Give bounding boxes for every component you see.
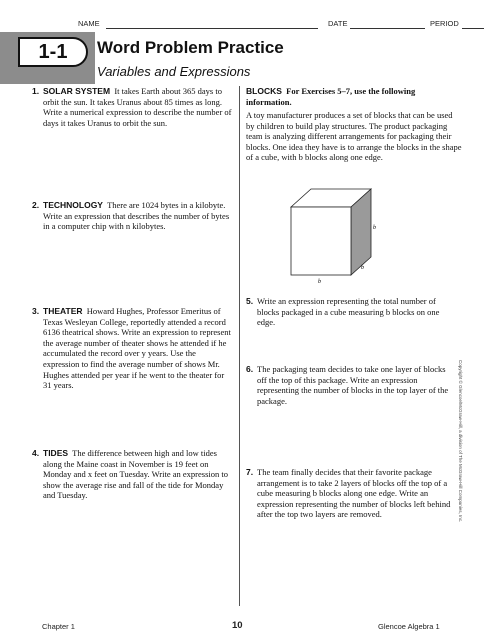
- exercise-label: TIDES: [43, 448, 69, 458]
- exercise-text: It takes Earth about 365 days to orbit the sun. It takes Uranus about 85 times as long. Write a numerical expression to describe the number of days it takes Uranus to orbit the sun.: [43, 86, 232, 128]
- column-divider: [239, 86, 240, 606]
- date-label: DATE: [328, 19, 348, 28]
- exercise-number: 2.: [32, 200, 40, 210]
- period-label: PERIOD: [430, 19, 459, 28]
- exercise-7: [246, 467, 452, 520]
- exercise-text: The team finally decides that their favorite package arrangement is to take 2 layers of blocks off the top of a cube measuring b blocks along one edge. Write an expression representing the number of blocks left behind after the top two layers are removed.: [257, 467, 451, 520]
- page-number: 10: [232, 620, 243, 631]
- exercise-3: [32, 306, 234, 391]
- exercise-text: The difference between high and low tides along the Maine coast in November is 19 feet on Monday and x feet on Tuesday. Write an expression to show the average rise and fall of the tide for Monday and Tuesday.: [43, 448, 228, 501]
- cube-bottom-label: b: [318, 279, 321, 285]
- exercise-label: TECHNOLOGY: [43, 200, 103, 210]
- footer-chapter: Chapter 1: [42, 622, 75, 631]
- exercise-label: THEATER: [43, 306, 83, 316]
- copyright-note: [456, 360, 464, 580]
- exercise-number: 3.: [32, 306, 40, 316]
- exercise-number: 1.: [32, 86, 40, 96]
- exercise-label: SOLAR SYSTEM: [43, 86, 111, 96]
- exercise-text: Write an expression representing the total number of blocks packaged in a cube measuring b blocks on one edge.: [257, 296, 440, 328]
- exercise-4: [32, 448, 234, 501]
- page-subtitle: Variables and Expressions: [97, 64, 251, 79]
- exercise-number: 7.: [246, 467, 254, 477]
- lesson-number: 1-1: [18, 37, 88, 67]
- blocks-description: A toy manufacturer produces a set of blocks that can be used by children to build play structures. The product packaging team is analyzing different arrangements for packaging their blocks. One idea they have is to arrange the blocks in the shape of a cube, with b blocks along one edge.: [246, 110, 462, 163]
- name-label: NAME: [78, 19, 100, 28]
- blocks-label: BLOCKS: [246, 86, 282, 96]
- cube-figure: [283, 185, 393, 285]
- header-row: [78, 19, 459, 31]
- page-title: Word Problem Practice: [97, 38, 284, 57]
- footer-book: Glencoe Algebra 1: [378, 622, 440, 631]
- copyright-text: Copyright © Glencoe/McGraw-Hill, a division of The McGraw-Hill Companies, Inc.: [458, 360, 463, 523]
- exercise-1: [32, 86, 234, 128]
- exercise-5: [246, 296, 452, 328]
- exercise-6: [246, 364, 452, 406]
- date-line: [350, 28, 425, 29]
- name-line: [106, 28, 318, 29]
- exercise-number: 4.: [32, 448, 40, 458]
- cube-side-label: b: [361, 265, 364, 271]
- exercise-2: [32, 200, 234, 232]
- exercise-text: There are 1024 bytes in a kilobyte. Write an expression that describes the number of bytes in a computer chip with n kilobytes.: [43, 200, 230, 232]
- blocks-instruction: For Exercises 5–7, use the following information.: [246, 86, 416, 107]
- cube-depth-label: b: [373, 225, 376, 231]
- exercise-number: 5.: [246, 296, 254, 306]
- period-line: [462, 28, 484, 29]
- exercise-text: The packaging team decides to take one layer of blocks off the top of this package. Write an expression representing the number of blocks in the top layer of the package.: [257, 364, 449, 406]
- exercise-number: 6.: [246, 364, 254, 374]
- exercise-text: Howard Hughes, Professor Emeritus of Texas Wesleyan College, reportedly attended a record 6136 theatrical shows. Write an expression to represent the average number of theater shows he attended if he accumulated the record over y years. Use the expression to find the average number of shows Mr. Hughes attended per year if he went to the theater for 31 years.: [43, 306, 231, 391]
- cube-front-face: [291, 207, 351, 275]
- blocks-heading: [246, 86, 456, 107]
